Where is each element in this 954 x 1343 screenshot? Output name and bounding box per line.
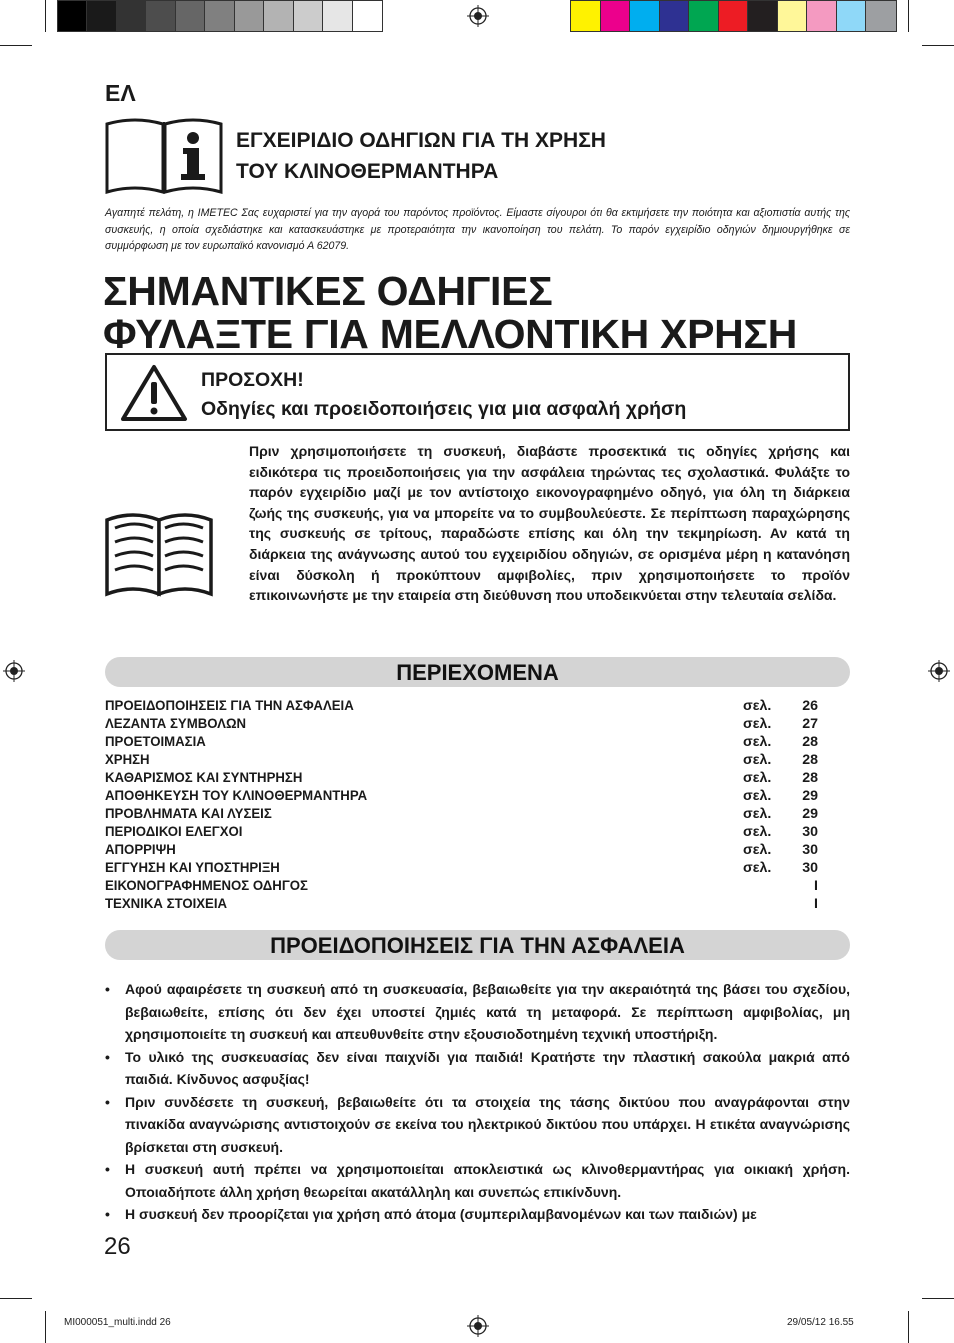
info-book-icon xyxy=(105,116,223,194)
manual-title-line2: ΤΟΥ ΚΛΙΝΟΘΕΡΜΑΝΤΗΡΑ xyxy=(236,160,499,183)
toc-page-prefix: σελ. xyxy=(743,734,772,750)
crop-mark xyxy=(922,45,954,46)
toc-label: ΛΕΖΑΝΤΑ ΣΥΜΒΟΛΩΝ xyxy=(105,716,247,732)
page-number: 26 xyxy=(104,1233,131,1260)
toc-row xyxy=(105,715,818,733)
toc-page-prefix: σελ. xyxy=(743,770,772,786)
color-swatch xyxy=(571,1,601,31)
toc-page-number: I xyxy=(814,896,818,912)
color-swatch xyxy=(235,1,264,31)
contents-heading: ΠΕΡΙΕΧΟΜΕΝΑ xyxy=(105,657,850,687)
toc-label: ΕΓΓΥΗΣΗ ΚΑΙ ΥΠΟΣΤΗΡΙΞΗ xyxy=(105,860,280,876)
color-swatch xyxy=(58,1,87,31)
toc-page-prefix: σελ. xyxy=(743,806,772,822)
toc-row xyxy=(105,823,818,841)
color-swatch xyxy=(323,1,352,31)
toc-page-number: 29 xyxy=(802,806,818,822)
color-swatch xyxy=(719,1,749,31)
color-swatch xyxy=(176,1,205,31)
safety-bullet-item: • Αφού αφαιρέσετε τη συσκευή από τη συσκευασία, βεβαιωθείτε για την ακεραιότητά της βάσει του σχεδίου, βεβαιωθείτε, επίσης ότι δεν έχει υποστεί ζημιές κατά τη μεταφορά. Σε περίπτωση αμφιβολίας, μη χρησιμοποιείτε τη συσκευή και απευθυνθείτε στην εξουσιοδοτημένη τεχνική υποστήριξη. xyxy=(105,978,850,1046)
crop-mark xyxy=(0,45,32,46)
toc-label: ΧΡΗΣΗ xyxy=(105,752,150,768)
color-swatch xyxy=(689,1,719,31)
crop-mark xyxy=(0,1298,32,1299)
safety-bullet-list xyxy=(105,978,850,1226)
color-swatch xyxy=(866,1,896,31)
toc-page-prefix: σελ. xyxy=(743,842,772,858)
toc-page-number: 26 xyxy=(802,698,818,714)
toc-page-number: 30 xyxy=(802,842,818,858)
toc-page-prefix: σελ. xyxy=(743,860,772,876)
toc-label: ΚΑΘΑΡΙΣΜΟΣ ΚΑΙ ΣΥΝΤΗΡΗΣΗ xyxy=(105,770,303,786)
color-swatch xyxy=(264,1,293,31)
color-swatch xyxy=(660,1,690,31)
table-of-contents xyxy=(105,697,818,913)
crop-mark xyxy=(922,1298,954,1299)
color-calibration-bar xyxy=(570,0,897,32)
toc-label: ΑΠΟΡΡΙΨΗ xyxy=(105,842,176,858)
read-instructions-paragraph: Πριν χρησιμοποιήσετε τη συσκευή, διαβάστε προσεκτικά τις οδηγίες χρήσης και ειδικότερα τις προειδοποιήσεις για την ασφάλεια τηρώντας τες σχολαστικά. Φυλάξτε το παρόν εγχειρίδιο μαζί με τον αντίστοιχο εικονογραφημένο οδηγό, για όλη τη διάρκεια ζωής της συσκευής, για να μπορείτε να το συμβουλεύεστε. Σε περίπτωση παραχώρησης της συσκευής σε τρίτους, παραδώστε επίσης και όλη την τεκμηρίωση. Αν κατά τη διάρκεια της ανάγνωσης αυτού του εγχειριδίου οδηγιών, σε ορισμένα μέρη η κατανόηση είναι δύσκολη ή προκύπτουν αμφιβολίες, πριν χρησιμοποιήσετε το προϊόν επικοινωνήστε με την εταιρεία στη διεύθυνση που υποδεικνύεται στην τελευταία σελίδα. xyxy=(249,443,850,604)
toc-row xyxy=(105,697,818,715)
manual-title xyxy=(236,125,836,187)
toc-row xyxy=(105,805,818,823)
toc-page-number: 30 xyxy=(802,824,818,840)
warning-triangle-icon xyxy=(120,364,188,422)
toc-label: ΤΕΧΝΙΚΑ ΣΤΟΙΧΕΙΑ xyxy=(105,896,228,912)
registration-mark-top-icon xyxy=(467,5,489,27)
toc-label: ΠΡΟΕΙΔΟΠΟΙΗΣΕΙΣ ΓΙΑ ΤΗΝ ΑΣΦΑΛΕΙΑ xyxy=(105,698,354,714)
safety-bullet-item: • Η συσκευή αυτή πρέπει να χρησιμοποιείται αποκλειστικά ως κλινοθερμαντήρας για οικιακή χρήση. Οποιαδήποτε άλλη χρήση θεωρείται ακατάλληλη και συνεπώς επικίνδυνη. xyxy=(105,1158,850,1203)
language-code: ΕΛ xyxy=(105,80,136,106)
toc-label: ΠΡΟΒΛΗΜΑΤΑ ΚΑΙ ΛΥΣΕΙΣ xyxy=(105,806,272,822)
toc-row xyxy=(105,751,818,769)
toc-row xyxy=(105,895,818,913)
toc-label: ΕΙΚΟΝΟΓΡΑΦΗΜΕΝΟΣ ΟΔΗΓΟΣ xyxy=(105,878,308,894)
toc-label: ΠΡΟΕΤΟΙΜΑΣΙΑ xyxy=(105,734,206,750)
toc-row xyxy=(105,877,818,895)
toc-row xyxy=(105,841,818,859)
grayscale-color-bar xyxy=(57,0,383,32)
color-swatch xyxy=(294,1,323,31)
registration-mark-right-icon xyxy=(928,660,950,682)
registration-mark-left-icon xyxy=(3,660,25,682)
color-swatch xyxy=(837,1,867,31)
safety-bullet-item: • Το υλικό της συσκευασίας δεν είναι παιχνίδι για παιδιά! Κρατήστε την πλαστική σακούλα μακριά από παιδιά. Κίνδυνος ασφυξίας! xyxy=(105,1046,850,1091)
toc-page-number: 27 xyxy=(802,716,818,732)
color-swatch xyxy=(748,1,778,31)
color-swatch xyxy=(353,1,382,31)
toc-page-number: 29 xyxy=(802,788,818,804)
toc-page-number: 28 xyxy=(802,734,818,750)
color-swatch xyxy=(87,1,116,31)
crop-mark xyxy=(908,0,909,32)
footer-date-time: 29/05/12 16.55 xyxy=(787,1317,854,1328)
crop-mark xyxy=(45,0,46,32)
manual-title-line1: ΕΓΧΕΙΡΙΔΙΟ ΟΔΗΓΙΩΝ ΓΙΑ ΤΗ ΧΡΗΣΗ xyxy=(236,129,606,152)
main-title-line1: ΣΗΜΑΝΤΙΚΕΣ ΟΔΗΓΙΕΣ xyxy=(103,268,553,314)
safety-bullet-item: • Πριν συνδέσετε τη συσκευή, βεβαιωθείτε ότι τα στοιχεία της τάσης δικτύου που αναγράφονται στην πινακίδα αναγνώρισης αντιστοιχούν σε εκείνα του ηλεκτρικού δικτύου που υπάρχει. Η ετικέτα αναγνώρισης βρίσκεται στη συσκευή. xyxy=(105,1091,850,1159)
intro-paragraph: Αγαπητέ πελάτη, η IMETEC Σας ευχαριστεί για την αγορά του παρόντος προϊόντος. Είμαστε σίγουροι ότι θα εκτιμήσετε την ποιότητα και αξιοπιστία αυτής της συσκευής, η οποία σχεδιάστηκε και κατασκευάστηκε με προτεραιότητα την ικανοποίηση του πελάτη. Το παρόν εγχειρίδιο οδηγιών δημιουργήθηκε σε συμμόρφωση με τον ευρωπαϊκό κανονισμό Α 62079. xyxy=(105,207,850,252)
color-swatch xyxy=(146,1,175,31)
footer-file-name: MI000051_multi.indd 26 xyxy=(64,1317,171,1328)
toc-label: ΠΕΡΙΟΔΙΚΟΙ ΕΛΕΓΧΟΙ xyxy=(105,824,243,840)
main-title xyxy=(103,270,903,356)
crop-mark xyxy=(908,1311,909,1343)
color-swatch xyxy=(601,1,631,31)
color-swatch xyxy=(117,1,146,31)
toc-page-prefix: σελ. xyxy=(743,716,772,732)
color-swatch xyxy=(807,1,837,31)
toc-label: ΑΠΟΘΗΚΕΥΣΗ ΤΟΥ ΚΛΙΝΟΘΕΡΜΑΝΤΗΡΑ xyxy=(105,788,368,804)
color-swatch xyxy=(630,1,660,31)
toc-row xyxy=(105,769,818,787)
toc-page-prefix: σελ. xyxy=(743,824,772,840)
warning-heading xyxy=(201,366,841,424)
warning-title: ΠΡΟΣΟΧΗ! xyxy=(201,369,304,391)
toc-row xyxy=(105,787,818,805)
toc-page-prefix: σελ. xyxy=(743,788,772,804)
read-manual-book-icon xyxy=(103,506,215,598)
safety-bullet-item: • Η συσκευή δεν προορίζεται για χρήση από άτομα (συμπεριλαμβανομένων και των παιδιών) με xyxy=(105,1203,850,1226)
color-swatch xyxy=(205,1,234,31)
crop-mark xyxy=(45,1311,46,1343)
safety-heading: ΠΡΟΕΙΔΟΠΟΙΗΣΕΙΣ ΓΙΑ ΤΗΝ ΑΣΦΑΛΕΙΑ xyxy=(105,930,850,960)
toc-page-prefix: σελ. xyxy=(743,698,772,714)
main-title-line2: ΦΥΛΑΞΤΕ ΓΙΑ ΜΕΛΛΟΝΤΙΚΗ ΧΡΗΣΗ xyxy=(103,311,798,357)
registration-mark-bottom-icon xyxy=(467,1315,489,1337)
toc-page-number: 28 xyxy=(802,752,818,768)
toc-page-number: 28 xyxy=(802,770,818,786)
toc-row xyxy=(105,733,818,751)
toc-row xyxy=(105,859,818,877)
toc-page-prefix: σελ. xyxy=(743,752,772,768)
color-swatch xyxy=(778,1,808,31)
warning-subtitle: Οδηγίες και προειδοποιήσεις για μια ασφαλή χρήση xyxy=(201,398,687,420)
toc-page-number: 30 xyxy=(802,860,818,876)
toc-page-number: I xyxy=(814,878,818,894)
